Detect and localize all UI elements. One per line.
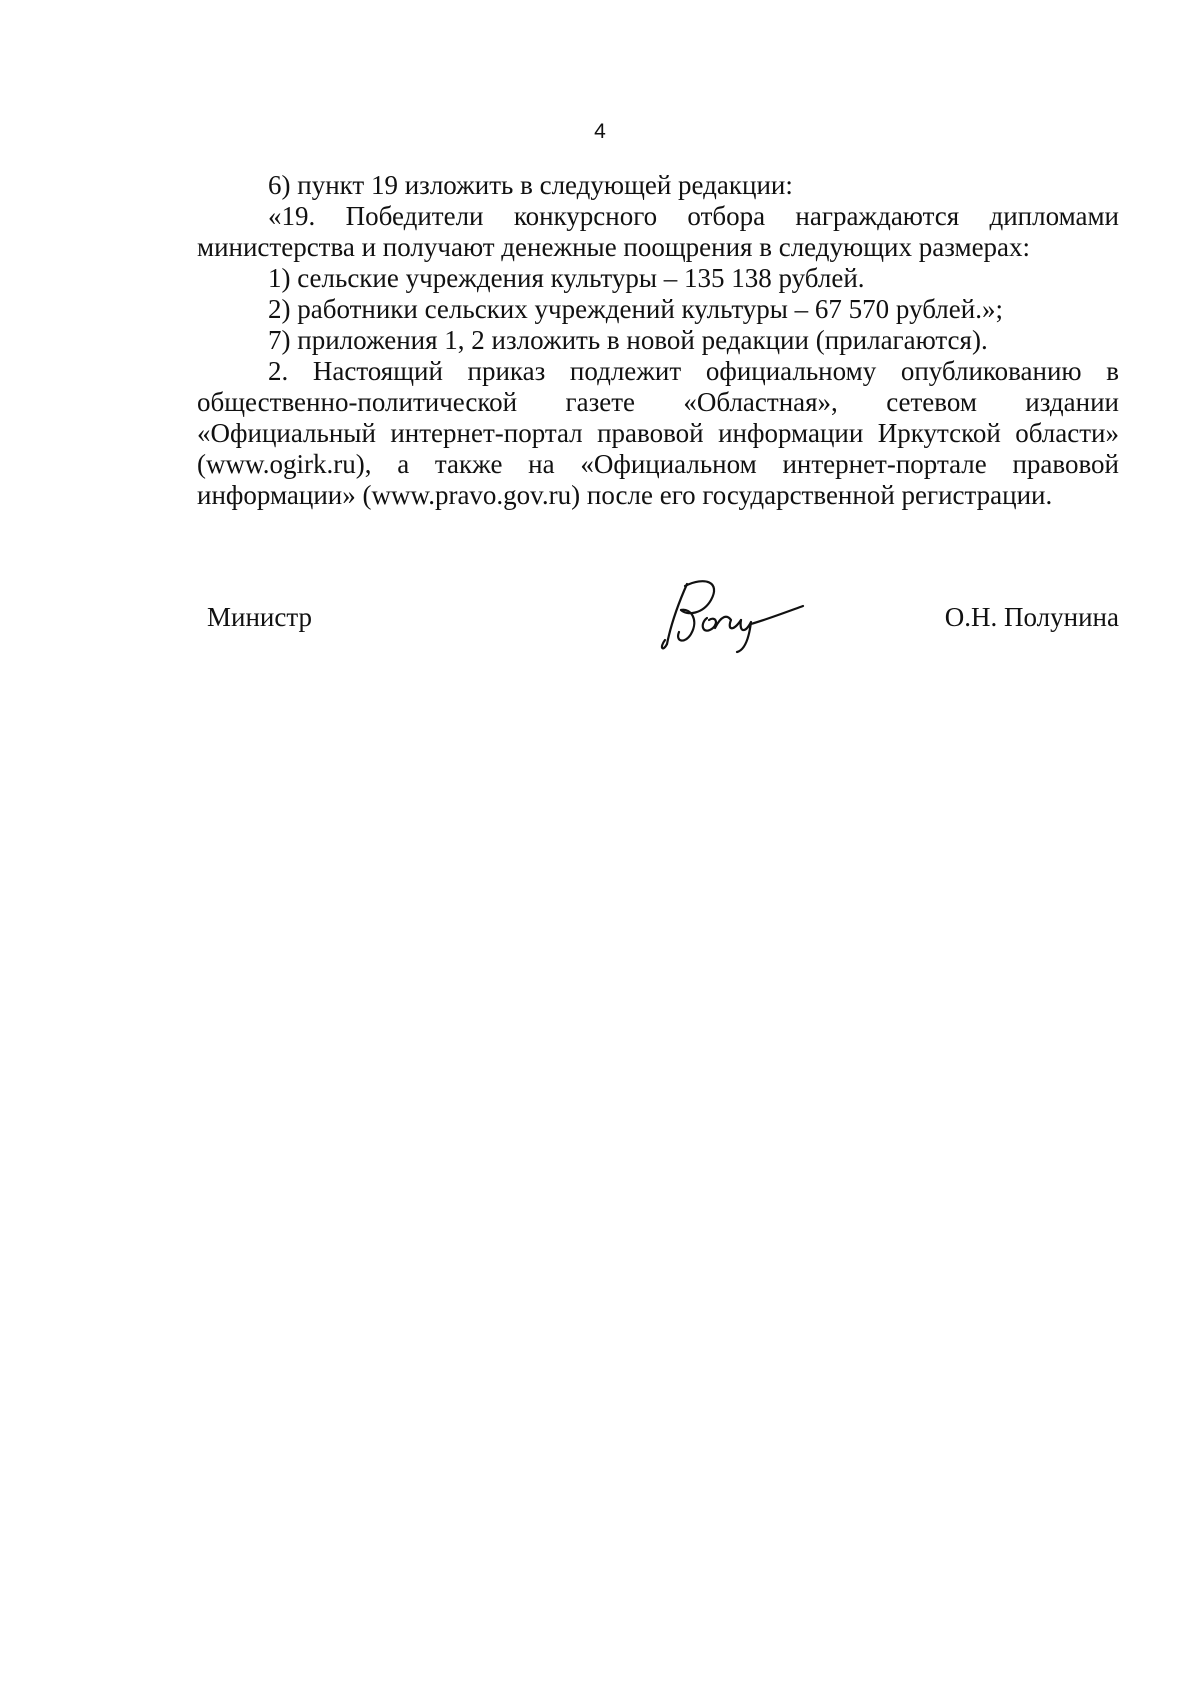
handwritten-signature — [657, 572, 807, 657]
paragraph-subitem-2: 2) работники сельских учреждений культуры – 67 570 рублей.»; — [268, 294, 1003, 324]
signature-block — [197, 590, 1119, 680]
signatory-title: Министр — [207, 602, 312, 632]
paragraph-publication: 2. Настоящий приказ подлежит официальному опубликованию в общественно-политической газете «Областная», сетевом издании «Официальный интернет-портал правовой информации Иркутской области» (www.ogirk.ru), а также на «Официальном интернет-портале правовой информации» (www.pravo.gov.ru) после его государственной регистрации. — [197, 356, 1119, 510]
paragraph-item-7: 7) приложения 1, 2 изложить в новой редакции (прилагаются). — [268, 325, 988, 355]
document-body — [197, 170, 1119, 511]
page-number: 4 — [594, 120, 606, 143]
paragraph-item-6: 6) пункт 19 изложить в следующей редакции: — [268, 170, 793, 200]
paragraph-subitem-1: 1) сельские учреждения культуры – 135 138 рублей. — [268, 263, 865, 293]
paragraph-point-19: «19. Победители конкурсного отбора награждаются дипломами министерства и получают денежные поощрения в следующих размерах: — [197, 201, 1119, 262]
signatory-name: О.Н. Полунина — [944, 602, 1119, 632]
